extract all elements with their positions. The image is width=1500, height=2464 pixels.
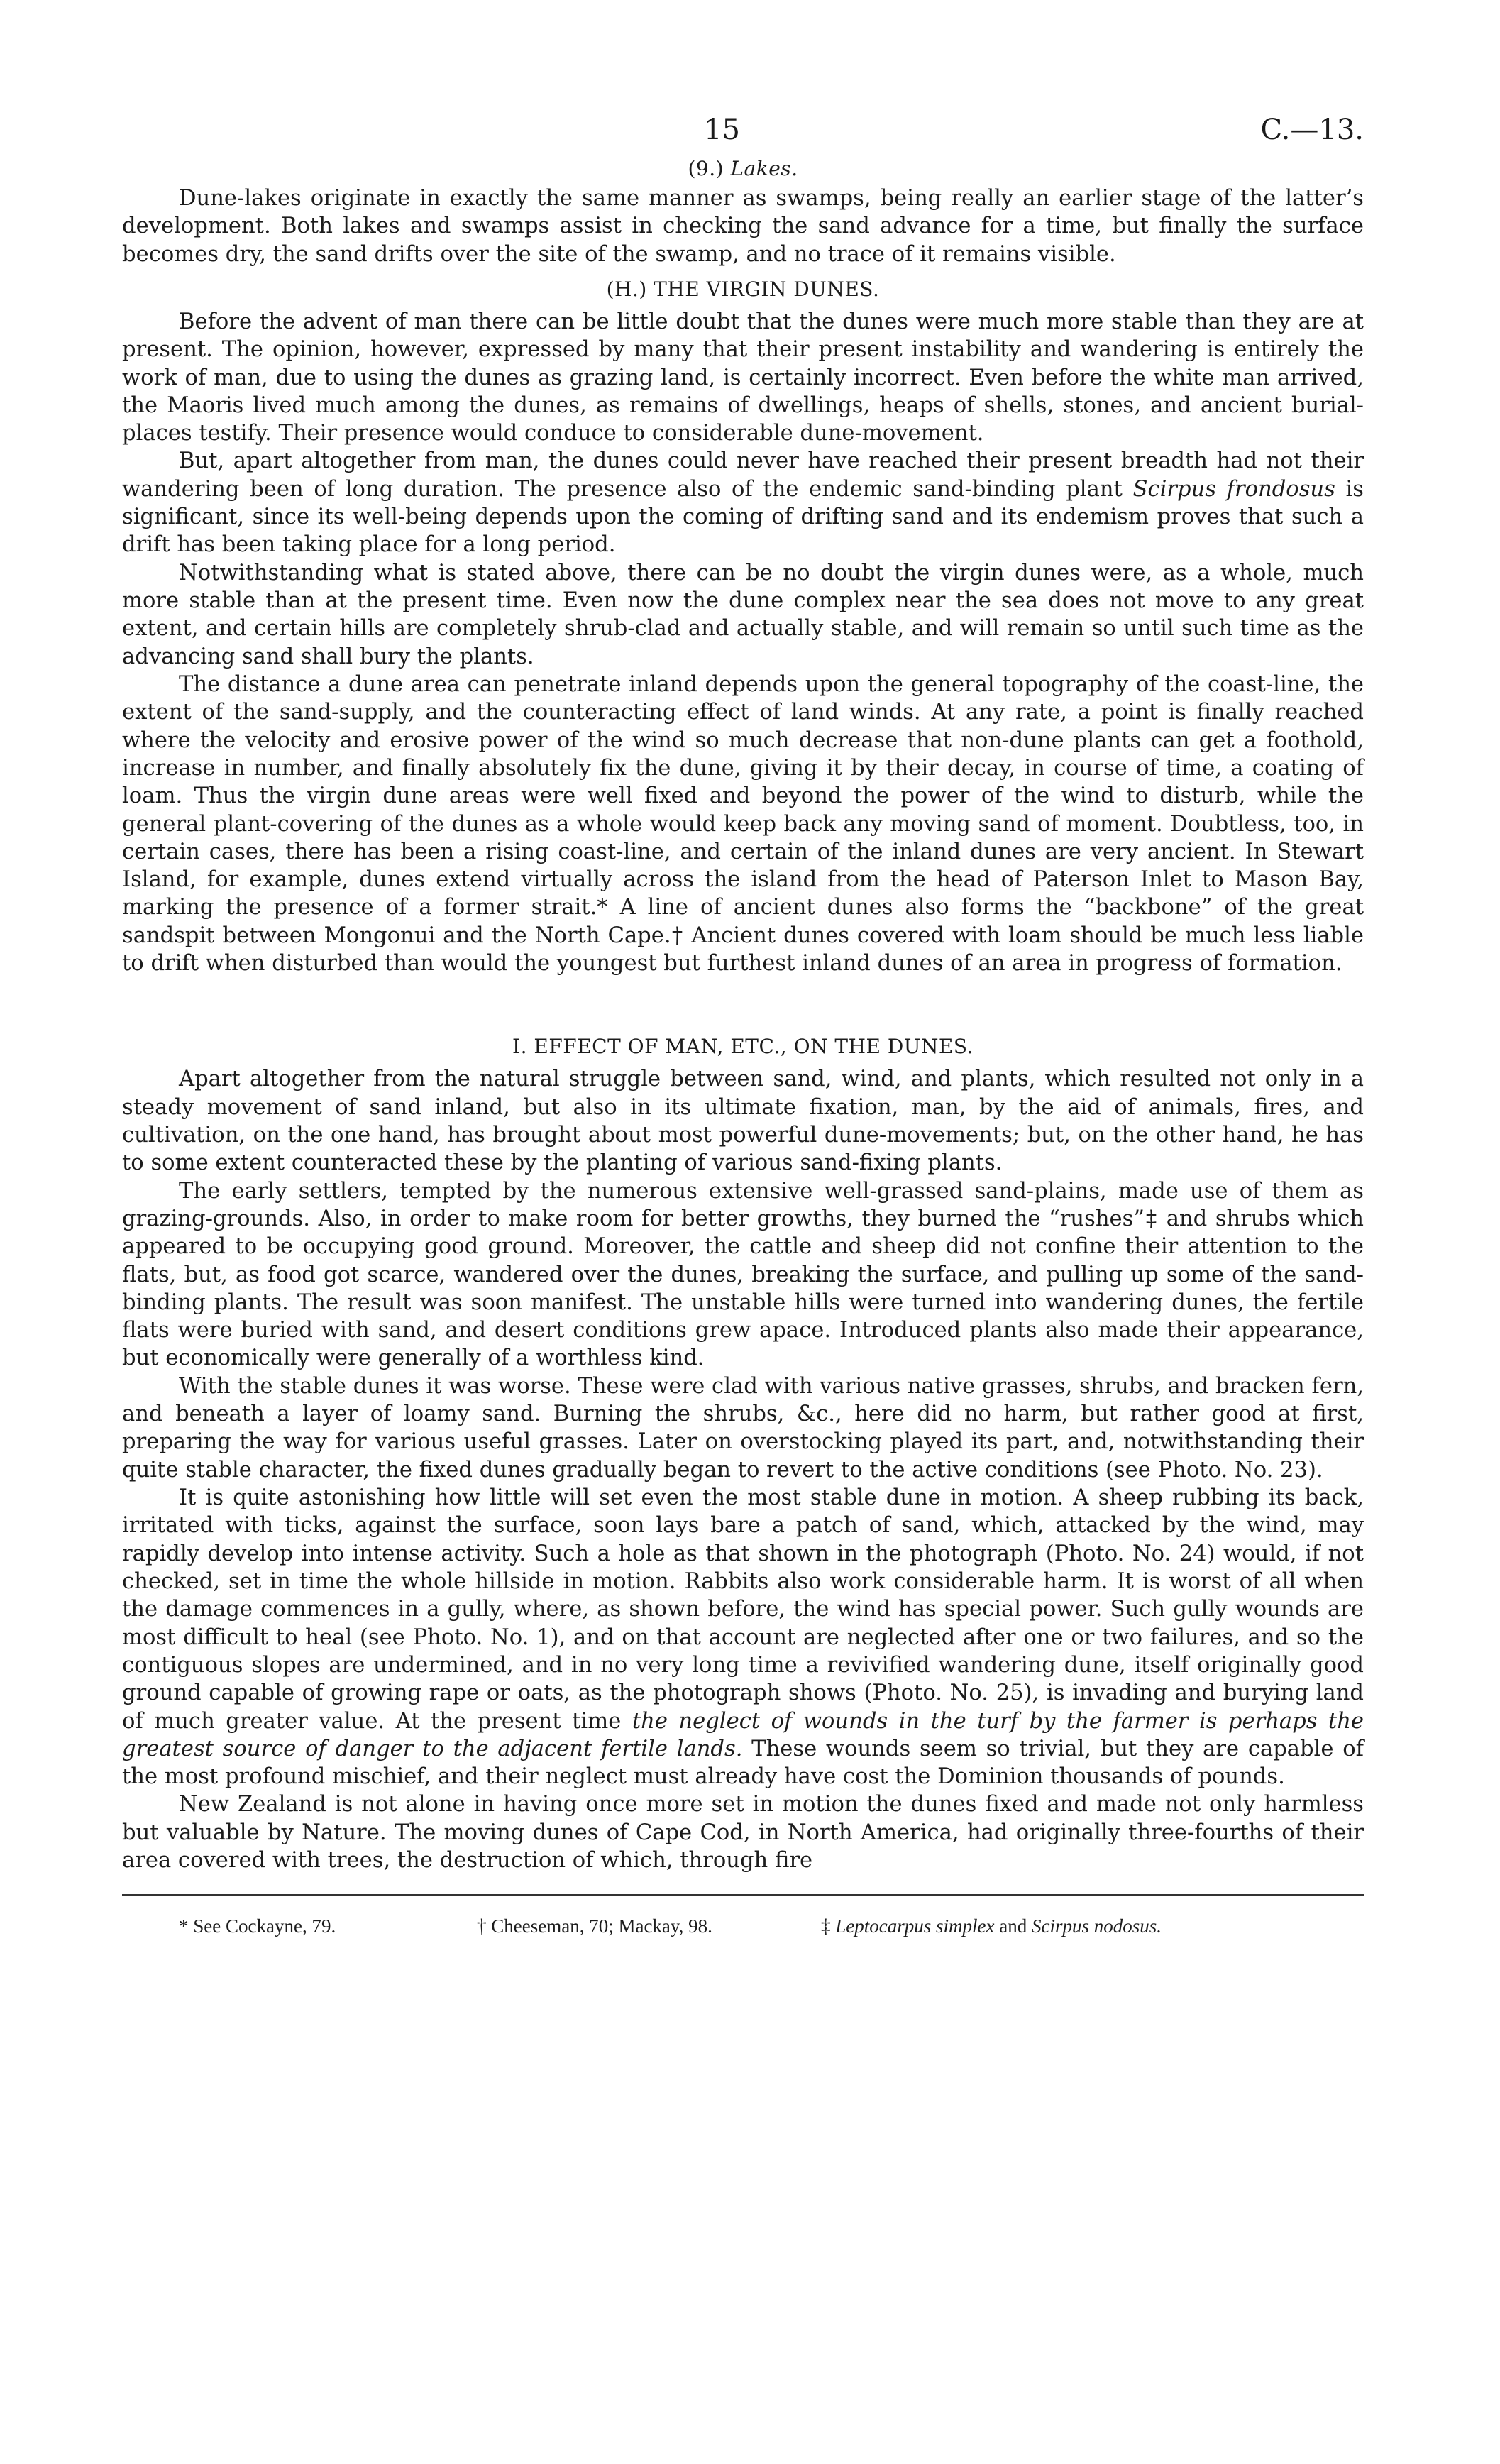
page-number: 15: [704, 114, 740, 146]
footnote-divider: [122, 1894, 1364, 1896]
effect-of-man-paragraph-1: Apart altogether from the natural struggle between sand, wind, and plants, which resulted not only in a steady movement of sand inland, but also in its ultimate fixation, man, by the aid of animals, fires, and cultivation, on the one hand, has brought about most powerful dune-movements; but, on the other hand, he has to some extent counteracted these by the planting of various sand-fixing plants.: [122, 1067, 1364, 1176]
paragraph-text: is significant, since its well-being depends upon the coming of drifting sand and its endemism proves that such a drift has been taking place for a long period.: [122, 476, 1364, 558]
effect-of-man-paragraph-4: [122, 1484, 1364, 1791]
lakes-heading: [122, 156, 1364, 182]
virgin-dunes-paragraph-4: The distance a dune area can penetrate inland depends upon the general topography of the coast-line, the extent of the sand-supply, and the counteracting effect of land winds. At any rate, a point is finally reached where the velocity and erosive power of the wind so much decrease that non-dune plants can get a foothold, increase in number, and finally absolutely fix the dune, giving it by their decay, in course of time, a coating of loam. Thus the virgin dune areas were well fixed and beyond the power of the wind to disturb, while the general plant-covering of the dunes as a whole would keep back any moving sand of moment. Doubtless, too, in certain cases, there has been a rising coast-line, and certain of the inland dunes are very ancient. In Stewart Island, for example, dunes extend virtually across the island from the head of Paterson Inlet to Mason Bay, marking the presence of a former strait.* A line of ancient dunes also forms the “backbone” of the great sandspit between Mongonui and the North Cape.† Ancient dunes covered with loam should be much less liable to drift when disturbed than would the youngest but furthest inland dunes of an area in progress of formation.: [122, 671, 1364, 977]
effect-of-man-heading: I. EFFECT OF MAN, ETC., ON THE DUNES.: [512, 1035, 974, 1059]
paragraph-text: It is quite astonishing how little will set even the most stable dune in motion. A sheep rubbing its back, irritated with ticks, against the surface, soon lays bare a patch of sand, which, attacked by the wind, may rapidly develop into intense activity. Such a hole as that shown in the photograph (Photo. No. 24) would, if not checked, set in time the whole hillside in motion. Rabbits also work considerable harm. It is worst of all when the damage commences in a gully, where, as shown before, the wind has special power. Such gully wounds are most difficult to heal (see Photo. No. 1), and on that account are neglected after one or two failures, and so the contiguous slopes are undermined, and in no very long time a revivified wandering dune, itself originally good ground capable of growing rape or oats, as the photograph shows (Photo. No. 25), is invading and burying land of much greater value. At the present time: [122, 1485, 1364, 1734]
lakes-paragraph: Dune-lakes originate in exactly the same manner as swamps, being really an earlier stage of the latter’s development. Both lakes and swamps assist in checking the sand advance for a time, but finally the surface becomes dry, the sand drifts over the site of the swamp, and no trace of it remains visible.: [122, 185, 1364, 267]
lakes-heading-title: Lakes.: [730, 157, 798, 180]
footnote-mark: ‡: [821, 1915, 836, 1937]
effect-of-man-paragraph-2: The early settlers, tempted by the numerous extensive well-grassed sand-plains, made use of them as grazing-grounds. Also, in order to make room for better growths, they burned the “rushes”‡ and shrubs which appeared to be occupying good ground. Moreover, the cattle and sheep did not confine their attention to the flats, but, as food got scarce, wandered over the dunes, breaking the surface, and pulling up some of the sand-binding plants. The result was soon manifest. The unstable hills were turned into wandering dunes, the fertile flats were buried with sand, and desert conditions grew apace. Introduced plants also made their appearance, but economically were generally of a worthless kind.: [122, 1178, 1364, 1371]
paragraph-text: These wounds seem so trivial, but they are capable of the most profound mischief, and their neglect must already have cost the Dominion thousands of pounds.: [122, 1736, 1364, 1790]
species-name: Leptocarpus simplex: [835, 1915, 995, 1937]
virgin-dunes-heading: (H.) THE VIRGIN DUNES.: [606, 277, 880, 301]
page-header: [122, 114, 1364, 156]
body-text: [122, 156, 1364, 1874]
emphasis-text: the neglect of wounds in the turf by the farmer is perhaps the greatest source of danger to the adjacent fertile lands.: [122, 1708, 1364, 1761]
effect-of-man-paragraph-5: New Zealand is not alone in having once more set in motion the dunes fixed and made not only harmless but valuable by Nature. The moving dunes of Cape Cod, in North America, had originally three-fourths of their area covered with trees, the destruction of which, through fire: [122, 1792, 1364, 1874]
footnote-text: and: [994, 1915, 1032, 1937]
footnote-2: † Cheeseman, 70; Mackay, 98.: [477, 1915, 712, 1937]
species-name: Scirpus nodosus.: [1031, 1915, 1162, 1937]
footnote-1: * See Cockayne, 79.: [179, 1915, 336, 1937]
virgin-dunes-paragraph-3: Notwithstanding what is stated above, there can be no doubt the virgin dunes were, as a whole, much more stable than at the present time. Even now the dune complex near the sea does not move to any great extent, and certain hills are completely shrub-clad and actually stable, and will remain so until such time as the advancing sand shall bury the plants.: [122, 560, 1364, 669]
footnote-3: [821, 1915, 1162, 1937]
footnotes: [122, 1915, 1364, 1944]
page: [122, 114, 1364, 1944]
lakes-heading-number: (9.): [688, 157, 731, 180]
virgin-dunes-paragraph-1: Before the advent of man there can be little doubt that the dunes were much more stable than they are at present. The opinion, however, expressed by many that their present instability and wandering is entirely the work of man, due to using the dunes as grazing land, is certainly incorrect. Even before the white man arrived, the Maoris lived much among the dunes, as remains of dwellings, heaps of shells, stones, and ancient burial-places testify. Their presence would conduce to considerable dune-movement.: [122, 309, 1364, 446]
species-name: Scirpus frondosus: [1132, 476, 1335, 502]
effect-of-man-paragraph-3: With the stable dunes it was worse. These were clad with various native grasses, shrubs, and bracken fern, and beneath a layer of loamy sand. Burning the shrubs, &c., here did no harm, but rather good at first, preparing the way for various useful grasses. Later on overstocking played its part, and, notwithstanding their quite stable character, the fixed dunes gradually began to revert to the active conditions (see Photo. No. 23).: [122, 1373, 1364, 1483]
virgin-dunes-paragraph-2: [122, 447, 1364, 559]
paragraph-text: But, apart altogether from man, the dunes could never have reached their present breadth had not their wandering been of long duration. The presence also of the endemic sand-binding plant: [122, 449, 1364, 502]
document-reference: C.—13.: [1260, 114, 1364, 146]
